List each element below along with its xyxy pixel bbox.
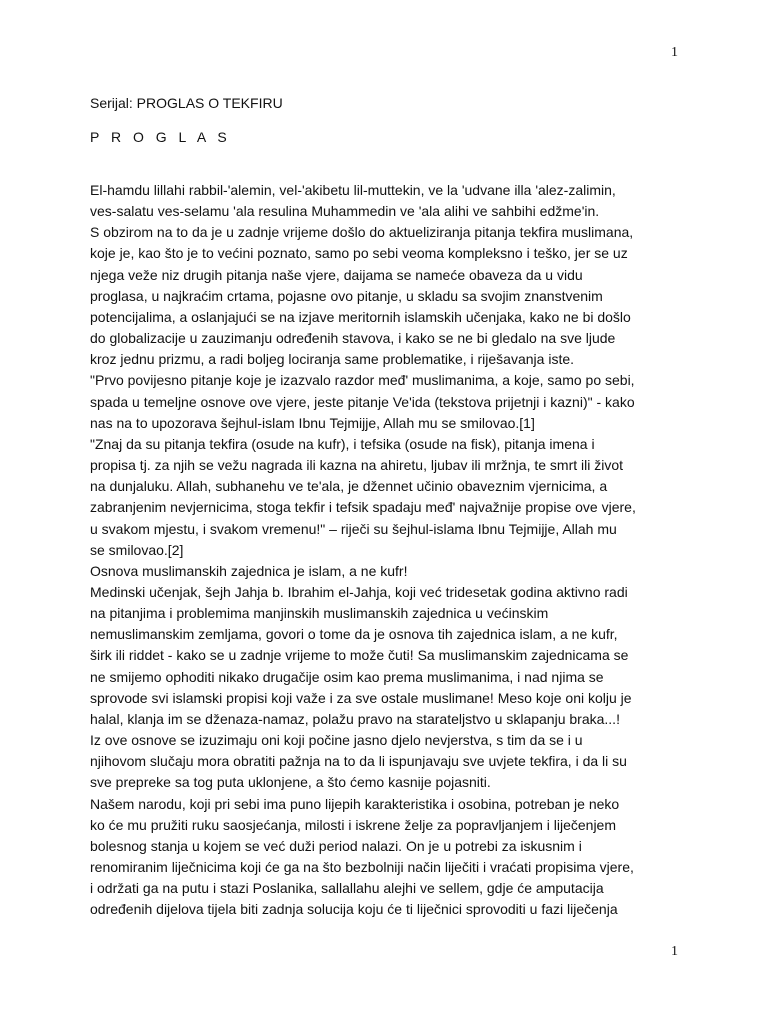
text-line: ves-salatu ves-selamu 'ala resulina Muhammedin ve 'ala alihi ve sahbihi edžme'in. <box>90 203 600 220</box>
text-line: u svakom mjestu, i svakom vremenu!" – riječi su šejhul-islama Ibnu Tejmijje, Allah mu <box>90 520 617 537</box>
text-line: propisa tj. za njih se vežu nagrada ili kazna na ahiretu, ljubav ili mržnja, te smrt ili život <box>90 457 624 474</box>
text-line: širk ili riddet - kako se u zadnje vrijeme to može čuti! Sa muslimanskim zajednicama se <box>90 647 629 664</box>
text-line: "Prvo povijesno pitanje koje je izazvalo razdor međ' muslimanima, a koje, samo po sebi, <box>90 372 635 389</box>
text-line: zabranjenim nevjernicima, stoga tekfir i tefsik spadaju međ' najvažnije propise ove vjere, <box>90 499 636 516</box>
text-line: se smilovao.[2] <box>90 541 184 558</box>
text-line: S obzirom na to da je u zadnje vrijeme došlo do aktueliziranja pitanja tekfira muslimana, <box>90 224 634 241</box>
text-line: Osnova muslimanskih zajednica je islam, a ne kufr! <box>90 562 408 579</box>
text-line: određenih dijelova tijela biti zadnja solucija koju će ti liječnici sprovoditi u fazi liječenja <box>90 901 618 918</box>
text-line: Našem narodu, koji pri sebi ima puno lijepih karakteristika i osobina, potreban je neko <box>90 795 620 812</box>
text-line: kroz jednu prizmu, a radi boljeg lociranja same problematike, i riješavanja iste. <box>90 351 575 368</box>
document-title: P R O G L A S <box>90 129 231 145</box>
text-line: potencijalima, a oslanjajući se na izjave meritornih islamskih učenjaka, kako ne bi došlo <box>90 308 631 325</box>
page-number-bottom: 1 <box>671 944 678 959</box>
text-line: El-hamdu lillahi rabbil-'alemin, vel-'akibetu lil-muttekin, ve la 'udvane illa 'alez-zalimin, <box>90 182 616 198</box>
text-line: proglasa, u najkraćim crtama, pojasne ovo pitanje, u skladu sa svojim znanstvenim <box>90 287 603 304</box>
text-line: Medinski učenjak, šejh Jahja b. Ibrahim el-Jahja, koji već tridesetak godina aktivno radi <box>90 583 628 600</box>
page-number-top: 1 <box>671 45 678 60</box>
text-line: halal, klanja im se dženaza-namaz, polažu pravo na starateljstvo u sklapanju braka...! <box>90 710 620 727</box>
text-line: Iz ove osnove se izuzimaju oni koji počine jasno djelo nevjerstva, s tim da se i u <box>90 732 583 749</box>
text-line: "Znaj da su pitanja tekfira (osude na kufr), i tefsika (osude na fisk), pitanja imena i <box>90 435 595 452</box>
text-line: nemuslimanskim zemljama, govori o tome da je osnova tih zajednica islam, a ne kufr, <box>90 626 618 643</box>
text-line: sprovode svi islamski propisi koji važe i za sve ostale muslimane! Meso koje oni kolju je <box>90 689 632 706</box>
text-line: nas na to upozorava šejhul-islam Ibnu Tejmijje, Allah mu se smilovao.[1] <box>90 414 535 431</box>
text-line: ko će mu pružiti ruku saosjećanja, milosti i iskrene želje za popravljanjem i liječenjem <box>90 816 616 833</box>
text-line: bolesnog stanja u kojem se već duži period nalazi. On je u potrebi za iskusnim i <box>90 837 582 854</box>
text-line: spada u temeljne osnove ove vjere, jeste pitanje Ve'ida (tekstova prijetnji i kazni)" - kako <box>90 393 635 410</box>
text-line: do globalizacije u zauzimanju određenih stavova, i kako se ne bi gledalo na sve ljude <box>90 330 616 347</box>
text-line: sve prepreke sa tog puta uklonjene, a što ćemo kasnije pojasniti. <box>90 774 491 791</box>
text-line: renomiranim liječnicima koji će ga na što bezbolniji način liječiti i vraćati propisima vjere, <box>90 859 634 875</box>
text-line: njihovom slučaju mora obratiti pažnja na to da li ispunjavaju sve uvjete tekfira, i da li su <box>90 753 627 770</box>
text-line: i održati ga na putu i stazi Poslanika, sallallahu alejhi ve sellem, gdje će amputacija <box>90 880 604 897</box>
series-heading: Serijal: PROGLAS O TEKFIRU <box>90 95 283 111</box>
text-line: ne smijemo ophoditi nikako drugačije osim kao prema muslimanima, i nad njima se <box>90 668 604 685</box>
text-line: koje je, kao što je to većini poznato, samo po sebi veoma kompleksno i teško, jer se uz <box>90 245 628 262</box>
text-line: njega veže niz drugih pitanja naše vjere, daijama se nameće obaveza da u vidu <box>90 266 583 283</box>
text-line: na dunjaluku. Allah, subhanehu ve te'ala, je džennet učinio obaveznim vjernicima, a <box>90 478 608 495</box>
text-line: na pitanjima i problemima manjinskih muslimanskih zajednica u većinskim <box>90 605 549 622</box>
body-text <box>90 180 690 920</box>
